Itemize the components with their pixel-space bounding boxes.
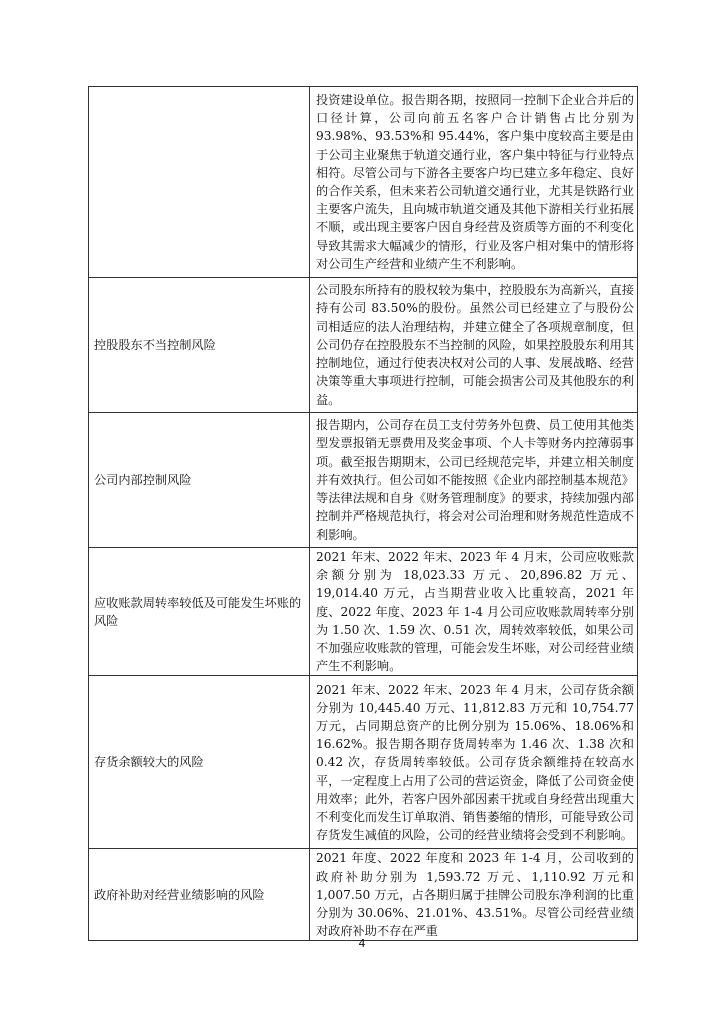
table-row (89, 676, 638, 849)
table-row (89, 278, 638, 413)
risk-factor-table (88, 86, 638, 941)
page-number: 4 (358, 937, 366, 950)
risk-description-cell: 2021 年末、2022 年末、2023 年 4 月末，公司应收账款余额分别为 18,023.33 万元、20,896.82 万元、19,014.40 万元，占当期营业收入比重较高，2021 年度、2022 年度、2023 年 1-4 月公司应收账款周转率分别为 1.50 次、1.59 次、0.51 次，周转效率较低，如果公司不加强应收账款的管理，可能会发生坏账，对公司经营业绩产生不利影响。 (310, 548, 638, 676)
risk-category-cell: 控股股东不当控制风险 (89, 278, 310, 413)
table-row (89, 413, 638, 548)
risk-category-cell (89, 87, 310, 278)
risk-category-cell: 政府补助对经营业绩影响的风险 (89, 849, 310, 941)
risk-category-cell: 存货余额较大的风险 (89, 676, 310, 849)
risk-description-cell: 公司股东所持有的股权较为集中，控股股东为高新兴，直接持有公司 83.50%的股份。虽然公司已经建立了与股份公司相适应的法人治理结构，并建立健全了各项规章制度，但公司仍存在控股股东不当控制的风险，如果控股股东利用其控制地位，通过行使表决权对公司的人事、发展战略、经营决策等重大事项进行控制，可能会损害公司及其他股东的利益。 (310, 278, 638, 413)
risk-category-cell: 应收账款周转率较低及可能发生坏账的风险 (89, 548, 310, 676)
risk-description-cell: 投资建设单位。报告期各期，按照同一控制下企业合并后的口径计算，公司向前五名客户合计销售占比分别为 93.98%、93.53%和 95.44%，客户集中度较高主要是由于公司主业聚焦于轨道交通行业，客户集中特征与行业特点相符。尽管公司与下游各主要客户均已建立多年稳定、良好的合作关系，但未来若公司轨道交通行业，尤其是铁路行业主要客户流失，且向城市轨道交通及其他下游相关行业拓展不顺，或出现主要客户因自身经营及资质等方面的不利变化导致其需求大幅减少的情形，行业及客户相对集中的情形将对公司生产经营和业绩产生不利影响。 (310, 87, 638, 278)
table-row (89, 87, 638, 278)
table-row (89, 849, 638, 941)
table-row (89, 548, 638, 676)
risk-description-cell: 2021 年末、2022 年末、2023 年 4 月末，公司存货余额分别为 10,445.40 万元、11,812.83 万元和 10,754.77 万元，占同期总资产的比例分别为 15.06%、18.06%和 16.62%。报告期各期存货周转率为 1.46 次、1.38 次和 0.42 次，存货周转率较低。公司存货余额维持在较高水平，一定程度上占用了公司的营运资金，降低了公司资金使用效率；此外，若客户因外部因素干扰或自身经营出现重大不利变化而发生订单取消、销售萎缩的情形，可能导致公司存货发生减值的风险，公司的经营业绩将会受到不利影响。 (310, 676, 638, 849)
risk-description-cell: 2021 年度、2022 年度和 2023 年 1-4 月，公司收到的政府补助分别为 1,593.72 万元、1,110.92 万元和 1,007.50 万元，占各期归属于挂牌公司股东净利润的比重分别为 30.06%、21.01%、43.51%。尽管公司经营业绩对政府补助不存在严重 (310, 849, 638, 941)
risk-category-cell: 公司内部控制风险 (89, 413, 310, 548)
risk-description-cell: 报告期内，公司存在员工支付劳务外包费、员工使用其他类型发票报销无票费用及奖金事项、个人卡等财务内控薄弱事项。截至报告期期末，公司已经规范完毕，并建立相关制度并有效执行。但公司如不能按照《企业内部控制基本规范》等法律法规和自身《财务管理制度》的要求，持续加强内部控制并严格规范执行，将会对公司治理和财务规范性造成不利影响。 (310, 413, 638, 548)
